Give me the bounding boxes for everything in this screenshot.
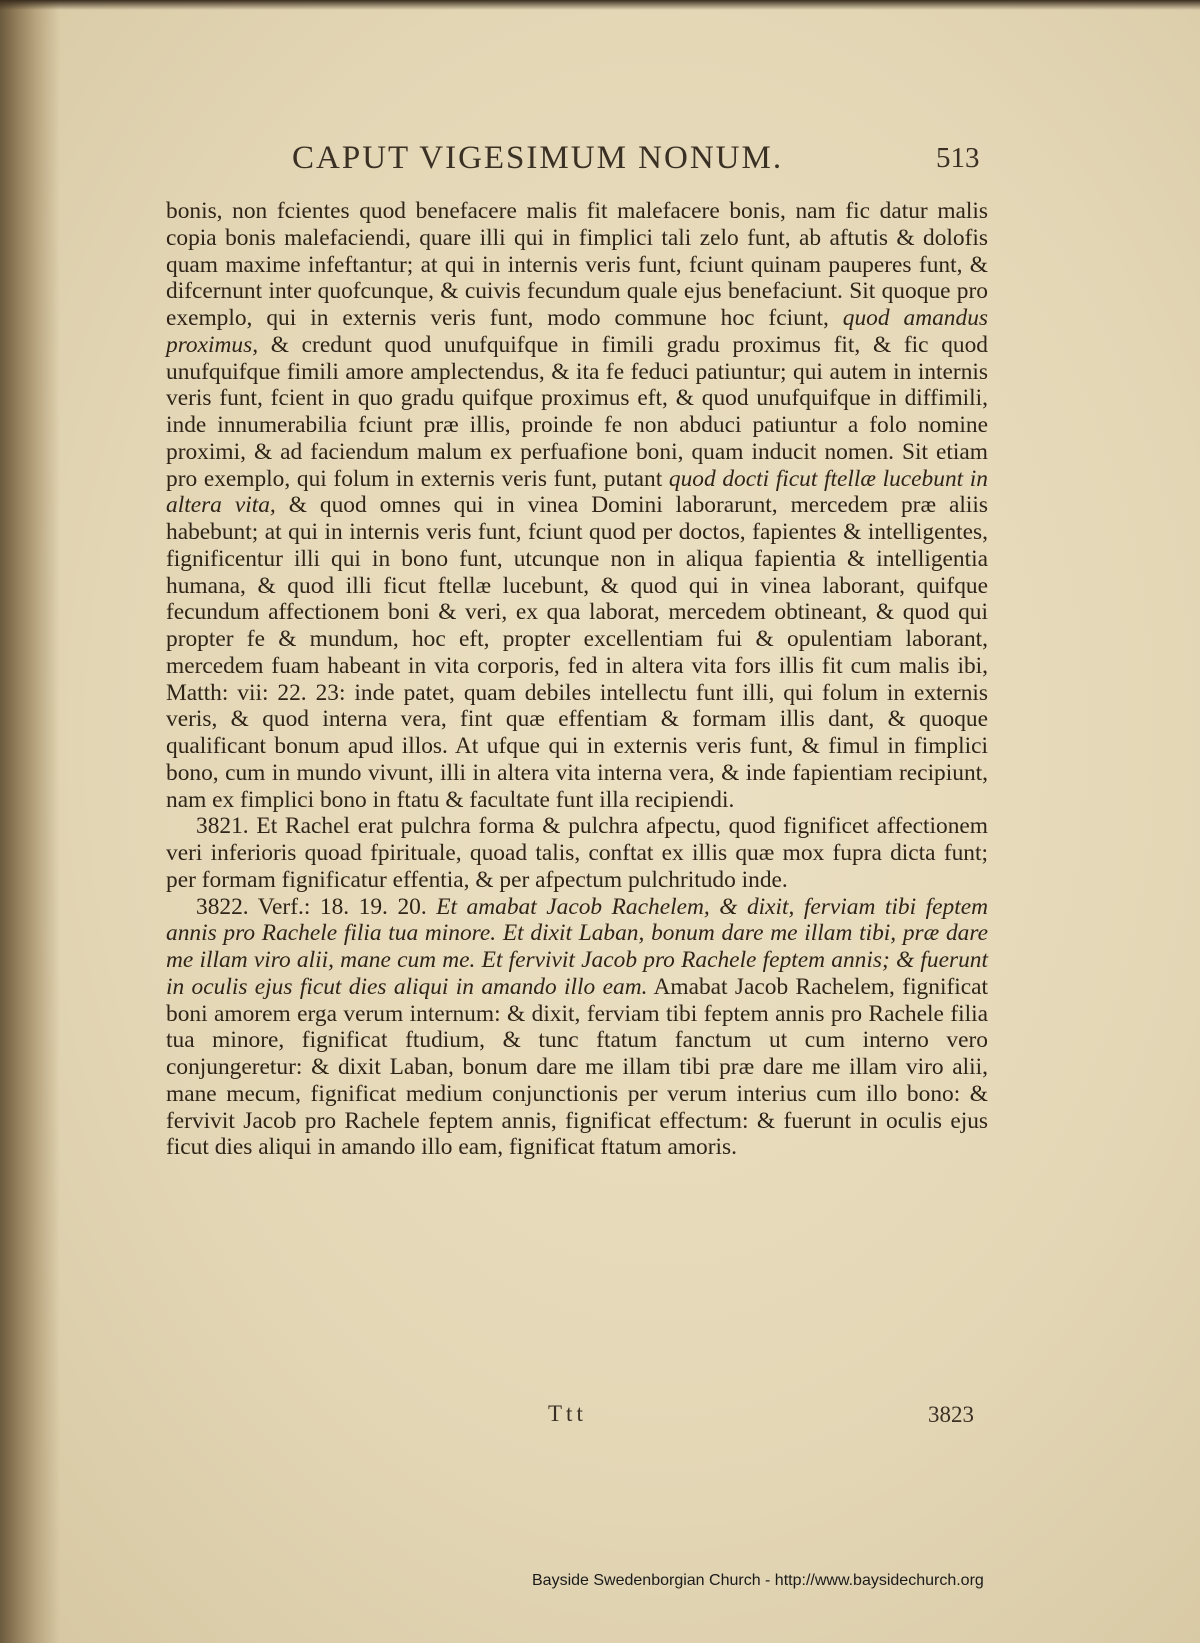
italic-run: quod amandus proximus, <box>166 305 988 358</box>
book-binding-shadow <box>0 0 60 1643</box>
paragraph-3822 <box>166 894 988 1162</box>
verse-explanation: Amabat Jacob Rachelem, fignificat boni amorem erga verum internum: & dixit, ferviam tibi feptem annis pro Rachele filia tua minore, fignificat ftudium, & tunc ftatum fanctum ut cum interno vero conjungeretur: & dixit Laban, bonum dare me illam tibi præ dare me illam viro alii, mane mecum, fignificat medium conjunctionis per verum interius cum illo bono: & fervivit Jacob pro Rachele feptem annis, fignificat effectum: & fuerunt in oculis ejus ficut dies aliqui in amando illo eam, fignificat ftatum amoris. <box>166 973 989 1161</box>
verse-reference: 3822. Verf.: 18. 19. 20. <box>196 893 437 920</box>
text-run: & credunt quod unufquifque in fimili gradu proximus fit, & fic quod unufquifque fimili amore amplectendus, & ita fe feduci patiuntur; qui autem in internis veris funt, fcient in quo gradu quifque proximus eft, & quod unufquifque in diffimili, inde innumerabilia fciunt præ illis, proinde fe non abduci patiuntur a folo nomine proximi, & ad faciendum malum ex perfuafione boni, quam inducit nomen. Sit etiam pro exemplo, qui folum in externis veris funt, putant <box>166 331 988 492</box>
catchword: 3823 <box>928 1402 974 1427</box>
page-top-edge <box>0 0 1200 10</box>
text-run: bonis, non fcientes quod benefacere malis fit malefacere bonis, nam fic datur malis copia bonis malefaciendi, quare illi qui in fimplici tali zelo funt, ab aftutis & dolofis quam maxime infeftantur; at qui in internis veris funt, fciunt quinam pauperes funt, & difcernunt inter quofcunque, & cuivis fecundum quale ejus benefaciunt. Sit quoque pro exemplo, qui in externis veris funt, modo commune hoc fciunt, <box>166 198 988 331</box>
signature-mark: Ttt <box>548 1401 587 1426</box>
source-watermark: Bayside Swedenborgian Church - http://www.baysidechurch.org <box>532 1572 984 1589</box>
text-run: & quod omnes qui in vinea Domini laborarunt, mercedem præ aliis habebunt; at qui in internis veris funt, fciunt quod per doctos, fapientes & intelligentes, fignificentur illi qui in bono funt, utcunque non in aliqua fapientia & intelligentia humana, & quod illi ficut ftellæ lucebunt, & quod qui in vinea laborant, quifque fecundum affectionem boni & veri, ex qua laborat, mercedem obtineant, & quod qui propter fe & mundum, hoc eft, propter excellentiam fui & opulentiam laborant, mercedem fuam habeant in vita corporis, fed in altera vita fors illis fit cum malis ibi, Matth: vii: 22. 23: inde patet, quam debiles intellectu funt illi, qui folum in externis veris, & quod interna vera, fint quæ effentiam & formam illis dant, & quoque qualificant bonum apud illos. At ufque qui in externis veris funt, & fimul in fimplici bono, cum in mundo vivunt, illi in altera vita interna vera, & inde fapientiam recipiunt, nam ex fimplici bono in ftatu & facultate funt illa recipiendi. <box>166 492 988 813</box>
italic-run: quod docti ficut ftellæ lucebunt in altera vita, <box>166 465 988 519</box>
verse-quotation: Et amabat Jacob Rachelem, & dixit, ferviam tibi feptem annis pro Rachele filia tua minore. Et dixit Laban, bonum dare me illam tibi, præ dare me illam viro alii, mane cum me. Et fervivit Jacob pro Rachele feptem annis; & fuerunt in oculis ejus ficut dies aliqui in amando illo eam. <box>166 893 988 1000</box>
body-text <box>166 198 988 1161</box>
paragraph-continuation <box>166 198 988 813</box>
running-header-title: CAPUT VIGESIMUM NONUM. <box>292 140 784 176</box>
paragraph-3821: 3821. Et Rachel erat pulchra forma & pulchra afpectu, quod fignificet affectionem veri inferioris quoad fpirituale, quoad talis, conftat ex illis quæ mox fupra dicta funt; per formam fignificatur effentia, & per afpectum pulchritudo inde. <box>166 813 988 893</box>
page-number: 513 <box>936 142 980 174</box>
